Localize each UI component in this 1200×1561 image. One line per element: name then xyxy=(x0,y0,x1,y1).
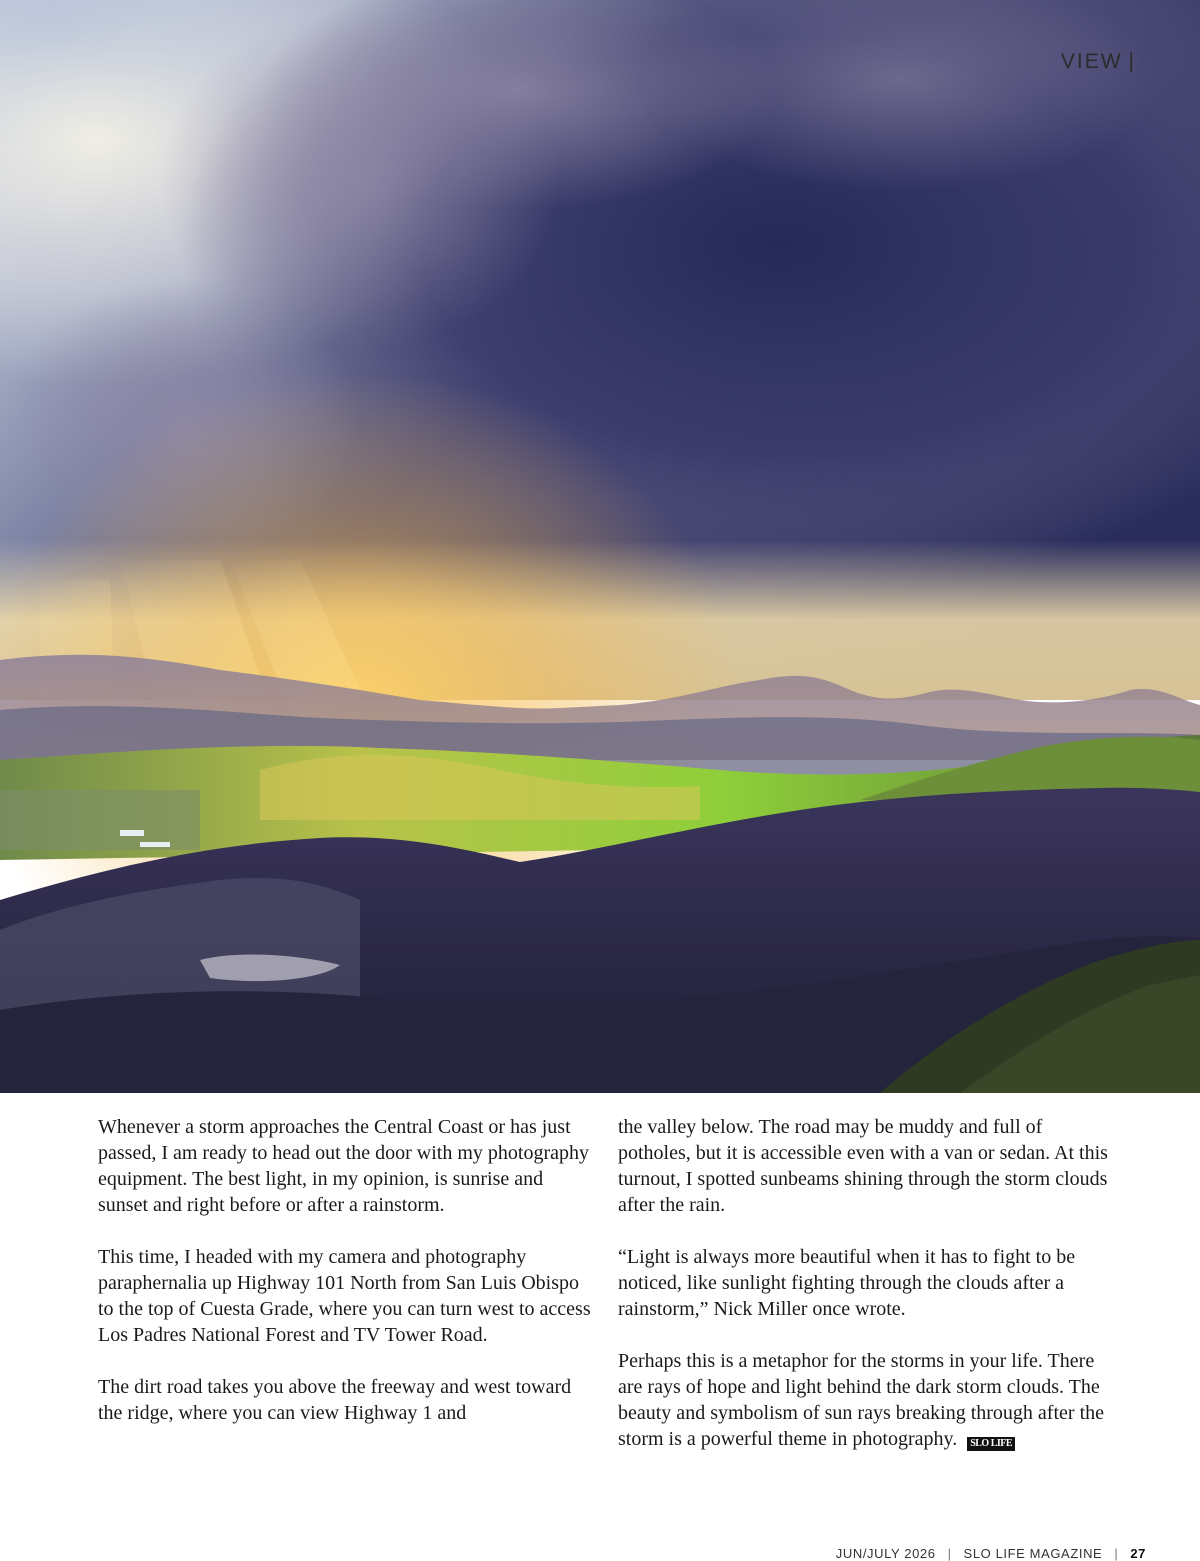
footer-separator: | xyxy=(1114,1546,1119,1561)
section-divider: | xyxy=(1128,50,1134,73)
article-column-right xyxy=(618,1114,1118,1478)
section-tag xyxy=(1061,50,1134,74)
closing-text: Perhaps this is a metaphor for the storms in your life. There are rays of hope and light behind the dark storm clouds. The beauty and symbolism of sun rays breaking through after the storm is a powerful theme in photography. xyxy=(618,1350,1104,1450)
quote-paragraph: “Light is always more beautiful when it has to fight to be noticed, like sunlight fighting through the clouds after a rainstorm,” Nick Miller once wrote. xyxy=(618,1246,1076,1320)
closing-paragraph xyxy=(618,1348,1118,1452)
footer-separator: | xyxy=(947,1546,952,1561)
issue-date: JUN/JULY 2026 xyxy=(835,1546,936,1561)
page-number: 27 xyxy=(1130,1546,1146,1561)
paragraph: The dirt road takes you above the freeway and west toward the ridge, where you can view Highway 1 and xyxy=(98,1376,572,1424)
paragraph: the valley below. The road may be muddy and full of potholes, but it is accessible even with a van or sedan. At this turnout, I spotted sunbeams shining through the storm clouds after the rain. xyxy=(618,1116,1108,1216)
paragraph: Whenever a storm approaches the Central Coast or has just passed, I am ready to head out the door with my photography equipment. The best light, in my opinion, is sunrise and sunset and right before or after a rainstorm. xyxy=(98,1116,589,1216)
article-column-left xyxy=(98,1114,598,1452)
section-label: VIEW xyxy=(1060,50,1123,73)
page-footer xyxy=(836,1546,1146,1561)
end-mark-logo: SLO LIFE xyxy=(967,1437,1015,1451)
paragraph: This time, I headed with my camera and photography paraphernalia up Highway 101 North from San Luis Obispo to the top of Cuesta Grade, where you can turn west to access Los Padres National Forest and TV Tower Road. xyxy=(98,1246,591,1346)
publication-name: SLO LIFE MAGAZINE xyxy=(963,1546,1103,1561)
